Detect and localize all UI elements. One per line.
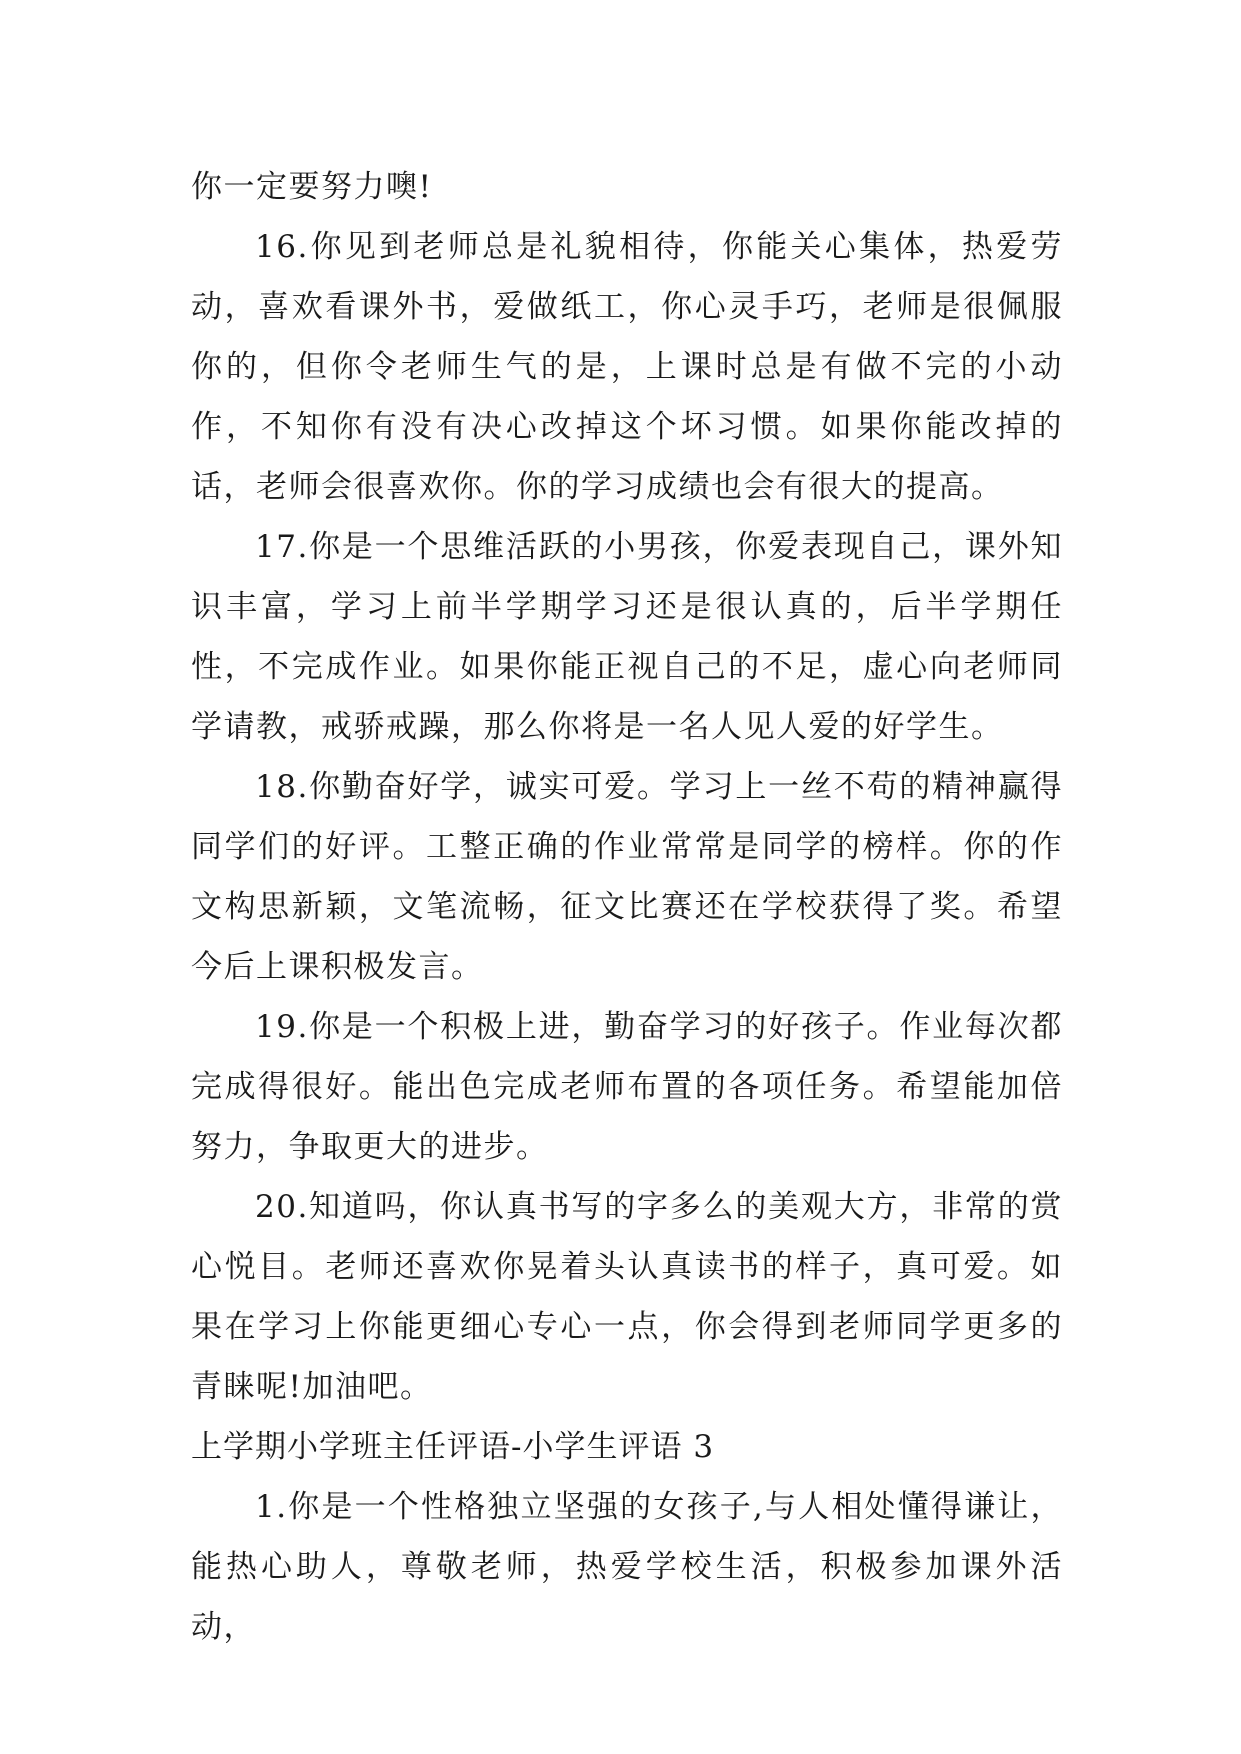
- paragraph-continuation: 你一定要努力噢!: [191, 169, 433, 205]
- paragraph-comment-19: 19.你是一个积极上进，勤奋学习的好孩子。作业每次都完成得很好。能出色完成老师布置的各项任务。希望能加倍努力，争取更大的进步。: [191, 1009, 1063, 1165]
- paragraph-comment-20: 20.知道吗，你认真书写的字多么的美观大方，非常的赏心悦目。老师还喜欢你晃着头认真读书的样子，真可爱。如果在学习上你能更细心专心一点，你会得到老师同学更多的青睐呢!加油吧。: [191, 1189, 1063, 1405]
- paragraph-comment-16: 16.你见到老师总是礼貌相待，你能关心集体，热爱劳动，喜欢看课外书，爱做纸工，你心灵手巧，老师是很佩服你的，但你令老师生气的是，上课时总是有做不完的小动作，不知你有没有决心改掉这个坏习惯。如果你能改掉的话，老师会很喜欢你。你的学习成绩也会有很大的提高。: [191, 229, 1063, 505]
- paragraph-comment-17: 17.你是一个思维活跃的小男孩，你爱表现自己，课外知识丰富，学习上前半学期学习还是很认真的，后半学期任性，不完成作业。如果你能正视自己的不足，虚心向老师同学请教，戒骄戒躁，那么你将是一名人见人爱的好学生。: [191, 529, 1063, 745]
- paragraph-comment-1: 1.你是一个性格独立坚强的女孩子,与人相处懂得谦让，能热心助人，尊敬老师，热爱学校生活，积极参加课外活动，: [191, 1489, 1063, 1645]
- section-heading: 上学期小学班主任评语-小学生评语 3: [191, 1429, 715, 1465]
- document-body: [191, 157, 1063, 1657]
- paragraph-comment-18: 18.你勤奋好学，诚实可爱。学习上一丝不苟的精神赢得同学们的好评。工整正确的作业常常是同学的榜样。你的作文构思新颖，文笔流畅，征文比赛还在学校获得了奖。希望今后上课积极发言。: [191, 769, 1063, 985]
